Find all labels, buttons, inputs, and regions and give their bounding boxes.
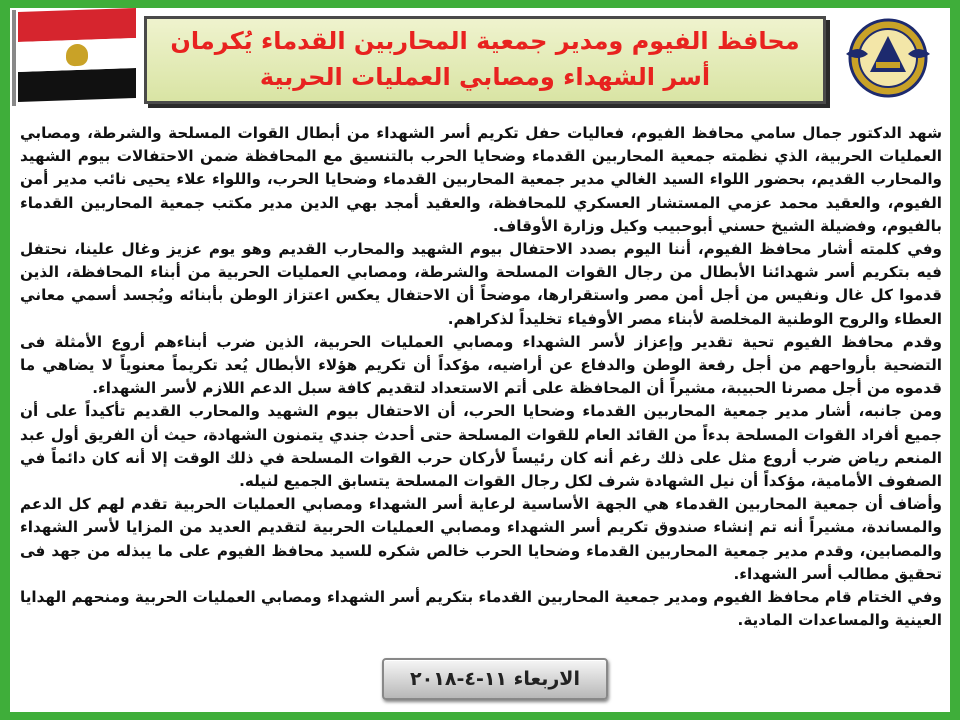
article-paragraph: شهد الدكتور جمال سامي محافظ الفيوم، فعاليات حفل تكريم أسر الشهداء من أبطال القوات المسلحة والشرطة، ومصابي العمليات الحربية، الذي نظمته جمعية المحاربين القدماء وضحايا الحرب بالتنسيق مع المحافظة ضمن الاحتفالات بيوم الشهيد والمحارب القديم، بحضور اللواء السيد الغالي مدير جمعية المحاربين القدماء وضحايا الحرب، واللواء علاء يحيى نائب مدير أمن الفيوم، والعقيد محمد عزمي المستشار العسكري للمحافظة، والعقيد أمجد بهي الدين مدير مكتب جمعية المحاربين القدماء بالفيوم، وفضيلة الشيخ حسني أبوحبيب وكيل وزارة الأوقاف. bbox=[20, 124, 942, 235]
article-paragraph: وقدم محافظ الفيوم تحية تقدير وإعزاز لأسر الشهداء ومصابي العمليات الحربية، الذين ضرب أبناءهم أروع الأمثلة فى التضحية بأرواحهم من أجل رفعة الوطن والدفاع عن أراضيه، مؤكداً أن تكريم هؤلاء الأبطال يُعد تكريماً معنوياً لا يضاهي ما قدموه من أجل مصرنا الحبيبة، مشيراً أن المحافظة على أتم الاستعداد لتقديم كافة سبل الدعم اللازم لأسر الشهداء. bbox=[20, 332, 942, 398]
article-paragraph: وفي الختام قام محافظ الفيوم ومدير جمعية المحاربين القدماء بتكريم أسر الشهداء ومصابي العمليات الحربية ومنحهم الهدايا العينية والمساعدات المادية. bbox=[20, 588, 942, 630]
article-paragraph: وأضاف أن جمعية المحاربين القدماء هي الجهة الأساسية لرعاية أسر الشهداء ومصابي العمليات الحربية تقدم لهم كل الدعم والمساندة، مشيراً أنه تم إنشاء صندوق تكريم أسر الشهداء ومصابي العمليات الحربية لتقديم العديد من المزايا لأسر الشهداء والمصابين، وقدم مدير جمعية المحاربين القدماء وضحايا الحرب خالص شكره للسيد محافظ الفيوم على ما يبذله من جهد فى تحقيق مطالب أسر الشهداء. bbox=[20, 495, 942, 583]
eagle-emblem-icon bbox=[66, 44, 88, 67]
title-banner bbox=[144, 16, 826, 104]
article-paragraph: ومن جانبه، أشار مدير جمعية المحاربين القدماء وضحايا الحرب، أن الاحتفال بيوم الشهيد والمحارب القديم تأكيداً على أن جميع أفراد القوات المسلحة بدءاً من القائد العام للقوات المسلحة حتى أحدث جندي يتمنون الشهادة، حيث أن الفريق أول عبد المنعم رياض ضرب أروع مثل على ذلك رغم أنه كان رئيساً لأركان حرب القوات المسلحة في ذلك الوقت إلا أنه كان دائماً في الصفوف الأمامية، مؤكداً أن نيل الشهادة شرف لكل رجال القوات المسلحة يتسابق الجميع لنيله. bbox=[20, 402, 942, 491]
article-paragraph: وفي كلمته أشار محافظ الفيوم، أننا اليوم بصدد الاحتفال بيوم الشهيد والمحارب القديم وهو يوم عزيز وغال علينا، نحتفل فيه بتكريم أسر شهدائنا الأبطال من رجال القوات المسلحة والشرطة، ومصابي العمليات الحربية من أبناء المحافظة، الذين قدموا كل غال ونفيس من أجل أمن مصر واستقرارها، موضحاً أن الاحتفال يعكس اعتزاز الوطن بأبنائه ويُجسد أسمي معاني العطاء والروح الوطنية المخلصة لأبناء مصر الأوفياء تخليداً لذكراهم. bbox=[20, 240, 942, 328]
page-title: محافظ الفيوم ومدير جمعية المحاربين القدماء يُكرمان أسر الشهداء ومصابي العمليات الحربية bbox=[170, 27, 800, 91]
article-body bbox=[20, 122, 942, 690]
flag-pole bbox=[12, 10, 16, 106]
date-badge: الاربعاء ١١-٤-٢٠١٨ bbox=[382, 658, 608, 700]
veterans-association-logo bbox=[840, 14, 934, 100]
egypt-flag-icon bbox=[18, 8, 136, 102]
